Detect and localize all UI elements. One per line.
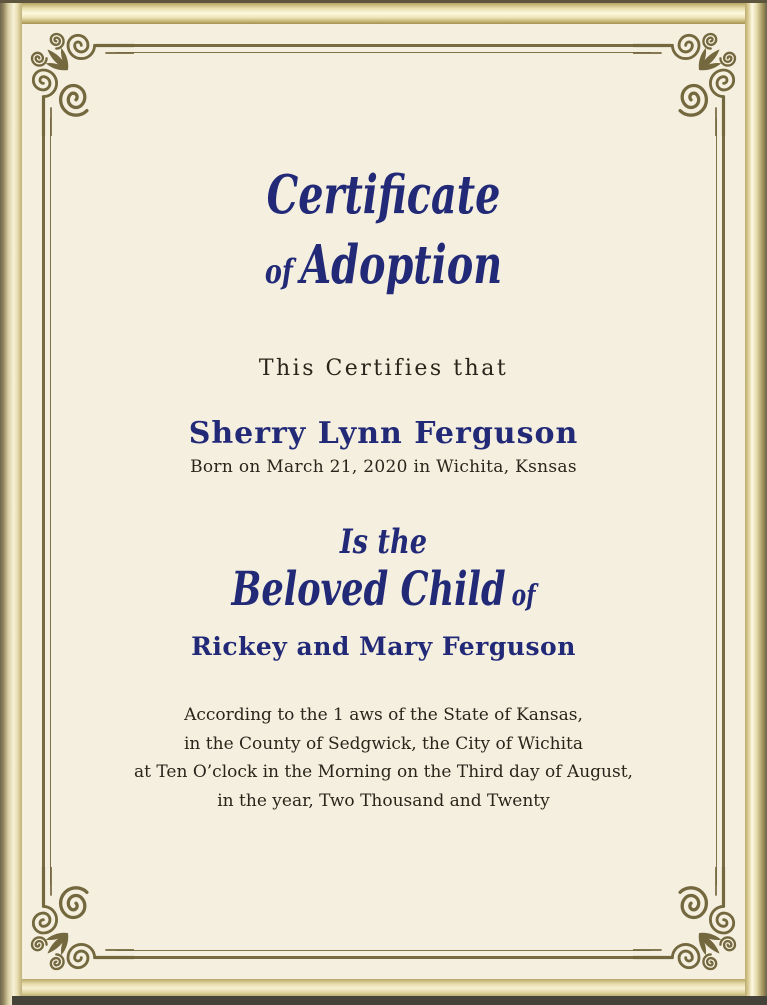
parents-names: Rickey and Mary Ferguson xyxy=(191,632,576,661)
corner-flourish-top-left xyxy=(22,24,134,136)
gold-frame-top xyxy=(0,0,767,24)
frame-bottom-shadow xyxy=(12,996,767,1005)
relation-of-word: of xyxy=(511,578,536,612)
title-of-word: of xyxy=(264,252,293,292)
corner-flourish-bottom-right xyxy=(633,867,745,979)
birth-details-line: Born on March 21, 2020 in Wichita, Ksnsas xyxy=(190,457,577,477)
scroll-flourish-icon xyxy=(633,24,745,136)
scroll-flourish-icon xyxy=(22,24,134,136)
scroll-flourish-icon xyxy=(22,867,134,979)
relation-line1: Is the xyxy=(339,522,428,562)
decree-paragraph xyxy=(22,701,745,815)
beloved-child-words: Beloved Child xyxy=(231,562,506,617)
decree-line: at Ten O’clock in the Morning on the Third day of August, xyxy=(134,762,633,782)
decree-line: According to the 1 aws of the State of Kansas, xyxy=(184,705,583,725)
certificate-title-line2 xyxy=(112,236,654,301)
scroll-flourish-icon xyxy=(633,867,745,979)
frame-top-edge xyxy=(0,0,767,3)
relation-line2 xyxy=(112,562,654,623)
gold-frame-right xyxy=(745,0,767,1005)
certificate-title-line1: Certificate xyxy=(266,164,501,226)
decree-line: in the County of Sedgwick, the City of Wichita xyxy=(184,733,583,754)
certifies-line: This Certifies that xyxy=(258,356,509,381)
corner-flourish-top-right xyxy=(633,24,745,136)
certificate-paper xyxy=(22,24,745,979)
child-name: Sherry Lynn Ferguson xyxy=(188,416,579,451)
decree-line: in the year, Two Thousand and Twenty xyxy=(217,790,550,811)
title-adoption-word: Adoption xyxy=(300,234,503,296)
corner-flourish-bottom-left xyxy=(22,867,134,979)
gold-frame-left xyxy=(0,0,22,1005)
